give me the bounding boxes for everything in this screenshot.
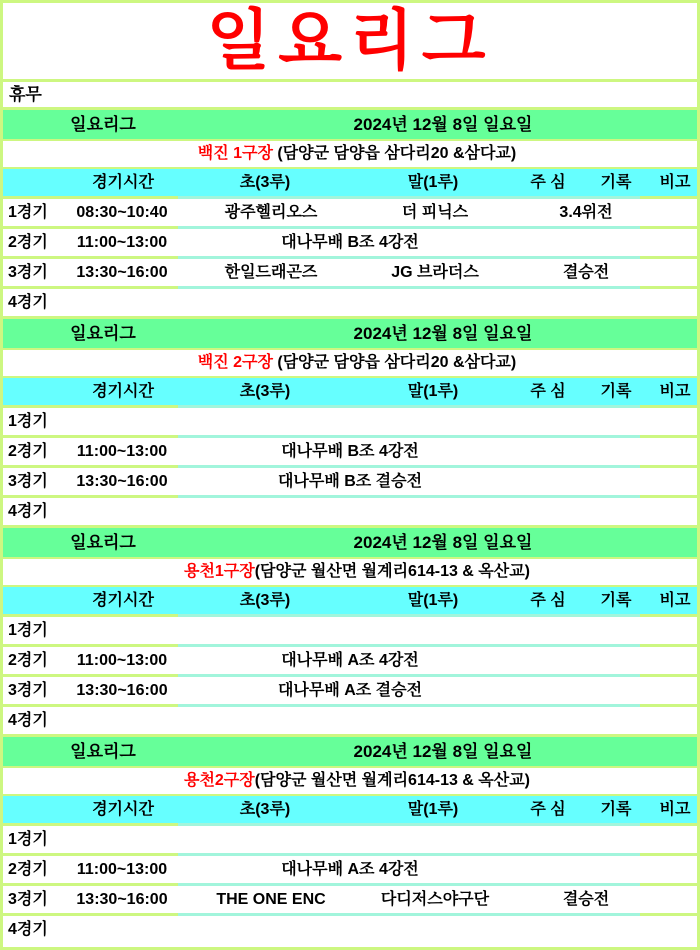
game-number: 1경기 — [8, 622, 48, 639]
game-result: 결승전 — [562, 264, 610, 281]
team-top: THE ONE ENC — [216, 891, 326, 908]
stadium-name: 용천2구장 — [183, 772, 255, 789]
team-top: 광주헬리오스 — [224, 204, 318, 221]
col-header-time: 경기시간 — [92, 383, 154, 400]
col-header-record: 기록 — [600, 801, 632, 818]
game-number: 1경기 — [8, 413, 48, 430]
team-top: 한일드래곤즈 — [224, 264, 318, 281]
col-header-note: 비고 — [659, 174, 691, 191]
game-number: 3경기 — [8, 264, 48, 281]
col-header-record: 기록 — [600, 383, 632, 400]
date-label: 2024년 12월 8일 일요일 — [353, 533, 533, 552]
game-number: 4경기 — [8, 503, 48, 520]
game-row — [3, 647, 697, 674]
col-header-time: 경기시간 — [92, 801, 154, 818]
team-bottom: 다디저스야구단 — [380, 891, 490, 908]
col-header-time: 경기시간 — [92, 592, 154, 609]
game-number: 2경기 — [8, 443, 48, 460]
game-number: 4경기 — [8, 712, 48, 729]
notice-label: 휴무 — [9, 85, 42, 104]
col-header-umpire: 주 심 — [530, 174, 566, 191]
game-note: 대나무배 B조 결승전 — [277, 473, 423, 490]
game-note: 대나무배 A조 결승전 — [277, 682, 423, 699]
game-number: 2경기 — [8, 861, 48, 878]
game-number: 2경기 — [8, 234, 48, 251]
game-number: 2경기 — [8, 652, 48, 669]
col-header-time: 경기시간 — [92, 174, 154, 191]
col-header-umpire: 주 심 — [530, 383, 566, 400]
league-label: 일요리그 — [70, 742, 136, 761]
section-date-row — [3, 528, 697, 557]
game-row — [3, 916, 697, 943]
date-label: 2024년 12월 8일 일요일 — [353, 115, 533, 134]
col-header-bottom-team: 말(1루) — [407, 592, 459, 609]
game-row — [3, 468, 697, 495]
game-number: 3경기 — [8, 891, 48, 908]
game-row — [3, 408, 697, 435]
stadium-address: (담양군 담양읍 삼다리20 &삼다교) — [272, 354, 517, 371]
game-time: 13:30~16:00 — [76, 264, 168, 281]
league-label: 일요리그 — [70, 324, 136, 343]
notice-row — [3, 82, 697, 107]
league-label: 일요리그 — [70, 533, 136, 552]
col-header-bottom-team: 말(1루) — [407, 383, 459, 400]
game-number: 1경기 — [8, 831, 48, 848]
game-time: 11:00~13:00 — [76, 861, 168, 878]
col-header-umpire: 주 심 — [530, 801, 566, 818]
col-header-top-team: 초(3루) — [239, 592, 291, 609]
stadium-name: 백진 2구장 — [197, 354, 273, 371]
col-header-record: 기록 — [600, 592, 632, 609]
col-header-record: 기록 — [600, 174, 632, 191]
col-header-bottom-team: 말(1루) — [407, 801, 459, 818]
game-number: 3경기 — [8, 682, 48, 699]
game-time: 11:00~13:00 — [76, 443, 168, 460]
section-date-row — [3, 319, 697, 348]
title-row — [3, 3, 697, 79]
league-label: 일요리그 — [70, 115, 136, 134]
game-note: 대나무배 A조 4강전 — [281, 652, 419, 669]
col-header-umpire: 주 심 — [530, 592, 566, 609]
game-time: 11:00~13:00 — [76, 652, 168, 669]
game-time: 13:30~16:00 — [76, 891, 168, 908]
section-date-row — [3, 737, 697, 766]
column-header-row — [3, 796, 697, 823]
game-row — [3, 199, 697, 226]
team-bottom: JG 브라더스 — [391, 264, 479, 281]
game-number: 3경기 — [8, 473, 48, 490]
col-header-note: 비고 — [659, 592, 691, 609]
game-row — [3, 438, 697, 465]
stadium-name: 백진 1구장 — [197, 145, 273, 162]
column-header-row — [3, 587, 697, 614]
col-header-top-team: 초(3루) — [239, 383, 291, 400]
game-number: 4경기 — [8, 294, 48, 311]
game-time: 08:30~10:40 — [76, 204, 168, 221]
stadium-row — [3, 559, 697, 585]
game-row — [3, 677, 697, 704]
team-bottom: 더 피닉스 — [401, 204, 469, 221]
game-note: 대나무배 B조 4강전 — [281, 234, 419, 251]
stadium-name: 용천1구장 — [183, 563, 255, 580]
section-date-row — [3, 110, 697, 139]
col-header-top-team: 초(3루) — [239, 174, 291, 191]
game-row — [3, 707, 697, 734]
game-time: 13:30~16:00 — [76, 682, 168, 699]
stadium-address: (담양군 월산면 월계리614-13 & 옥산교) — [254, 772, 531, 789]
game-number: 4경기 — [8, 921, 48, 938]
game-row — [3, 259, 697, 286]
game-note: 대나무배 B조 4강전 — [281, 443, 419, 460]
date-label: 2024년 12월 8일 일요일 — [353, 324, 533, 343]
stadium-row — [3, 141, 697, 167]
game-row — [3, 229, 697, 256]
col-header-note: 비고 — [659, 801, 691, 818]
page-title: 일요리그 — [206, 3, 494, 77]
game-row — [3, 498, 697, 525]
column-header-row — [3, 169, 697, 196]
game-result: 결승전 — [562, 891, 610, 908]
game-row — [3, 856, 697, 883]
stadium-row — [3, 350, 697, 376]
date-label: 2024년 12월 8일 일요일 — [353, 742, 533, 761]
game-row — [3, 617, 697, 644]
col-header-top-team: 초(3루) — [239, 801, 291, 818]
game-row — [3, 289, 697, 316]
stadium-address: (담양군 월산면 월계리614-13 & 옥산교) — [254, 563, 531, 580]
stadium-row — [3, 768, 697, 794]
game-row — [3, 886, 697, 913]
game-time: 11:00~13:00 — [76, 234, 168, 251]
col-header-bottom-team: 말(1루) — [407, 174, 459, 191]
stadium-address: (담양군 담양읍 삼다리20 &삼다교) — [272, 145, 517, 162]
game-row — [3, 826, 697, 853]
game-result: 3.4위전 — [559, 204, 613, 221]
column-header-row — [3, 378, 697, 405]
col-header-note: 비고 — [659, 383, 691, 400]
game-time: 13:30~16:00 — [76, 473, 168, 490]
game-number: 1경기 — [8, 204, 48, 221]
game-note: 대나무배 A조 4강전 — [281, 861, 419, 878]
